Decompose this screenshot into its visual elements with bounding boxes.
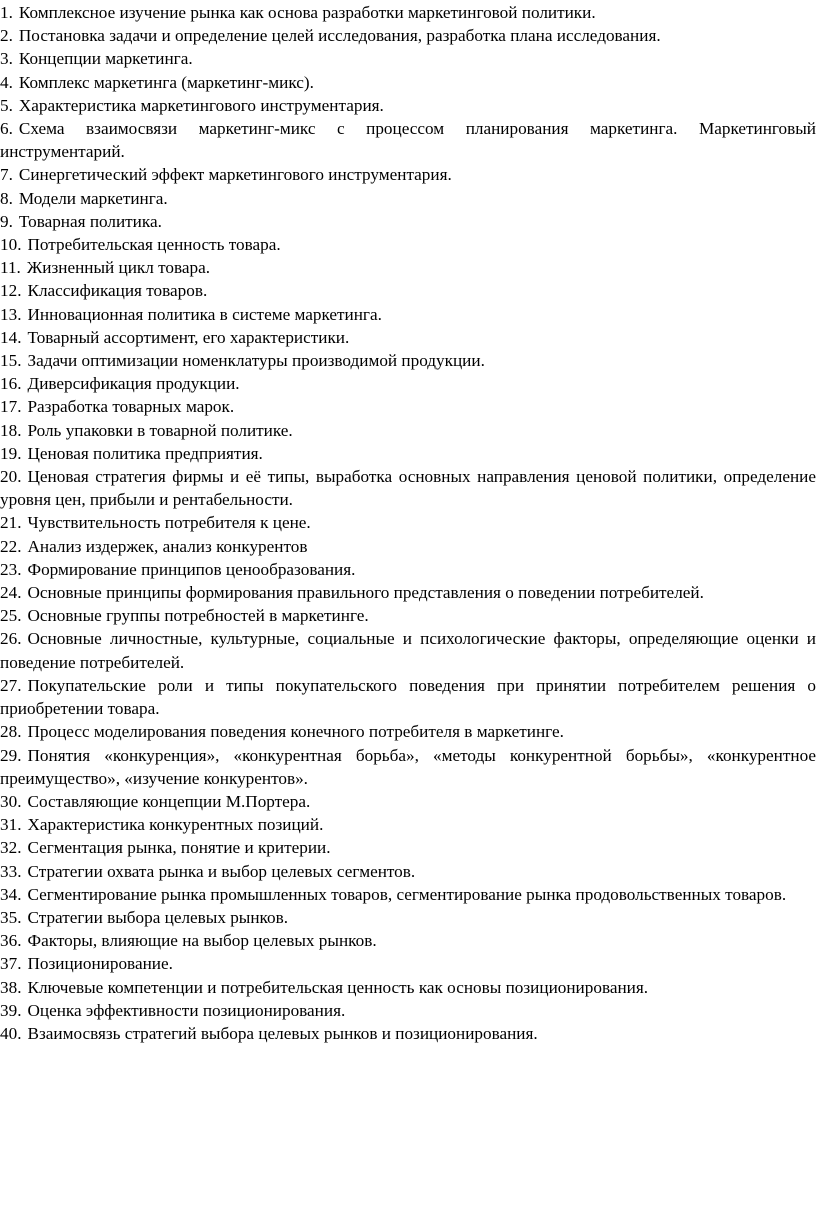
item-number: 36.	[0, 931, 22, 951]
item-text: Стратегии выбора целевых рынков.	[27, 907, 289, 927]
item-text: Задачи оптимизации номенклатуры производимой продукции.	[27, 351, 485, 371]
item-text: Ценовая стратегия фирмы и её типы, выработка основных направления ценовой политики, определение уровня цен, прибыли и рентабельности.	[0, 467, 816, 510]
item-text: Чувствительность потребителя к цене.	[27, 513, 311, 533]
item-number: 37.	[0, 954, 22, 974]
item-number: 7.	[0, 165, 13, 185]
item-text: Диверсификация продукции.	[27, 374, 240, 394]
list-item	[0, 442, 816, 465]
list-item	[0, 813, 816, 836]
item-text: Составляющие концепции М.Портера.	[27, 791, 311, 811]
item-number: 16.	[0, 374, 22, 394]
list-item	[0, 674, 816, 720]
item-number: 27.	[0, 675, 22, 695]
item-number: 4.	[0, 72, 13, 92]
item-text: Синергетический эффект маркетингового инструментария.	[18, 165, 452, 185]
item-number: 11.	[0, 258, 21, 278]
list-item	[0, 47, 816, 70]
item-number: 21.	[0, 513, 22, 533]
item-text: Взаимосвязь стратегий выбора целевых рынков и позиционирования.	[27, 1023, 538, 1043]
list-item	[0, 558, 816, 581]
document-page	[0, 1, 816, 1045]
list-item	[0, 279, 816, 302]
item-text: Жизненный цикл товара.	[26, 258, 211, 278]
item-text: Оценка эффективности позиционирования.	[27, 1000, 346, 1020]
item-text: Комплекс маркетинга (маркетинг-микс).	[18, 72, 314, 92]
item-number: 5.	[0, 95, 13, 115]
item-text: Ценовая политика предприятия.	[27, 443, 263, 463]
list-item	[0, 94, 816, 117]
item-number: 8.	[0, 188, 13, 208]
item-number: 1.	[0, 3, 13, 22]
item-number: 29.	[0, 745, 22, 765]
item-number: 14.	[0, 327, 22, 347]
item-number: 30.	[0, 791, 22, 811]
item-number: 34.	[0, 884, 22, 904]
item-text: Концепции маркетинга.	[18, 49, 193, 69]
list-item	[0, 465, 816, 511]
item-text: Анализ издержек, анализ конкурентов	[27, 536, 308, 556]
item-text: Покупательские роли и типы покупательского поведения при принятии потребителем решения о приобретении товара.	[0, 675, 816, 719]
item-number: 28.	[0, 722, 22, 742]
item-number: 17.	[0, 397, 22, 417]
item-text: Потребительская ценность товара.	[27, 235, 281, 255]
list-item	[0, 883, 816, 906]
item-text: Характеристика маркетингового инструментария.	[18, 95, 384, 115]
list-item	[0, 163, 816, 186]
item-number: 10.	[0, 235, 22, 255]
item-number: 39.	[0, 1000, 22, 1020]
list-item	[0, 535, 816, 558]
item-number: 13.	[0, 304, 22, 324]
list-item	[0, 372, 816, 395]
item-number: 33.	[0, 861, 22, 881]
list-item	[0, 627, 816, 673]
item-text: Разработка товарных марок.	[27, 397, 235, 417]
list-item	[0, 395, 816, 418]
list-item	[0, 581, 816, 604]
list-item	[0, 233, 816, 256]
list-item	[0, 303, 816, 326]
list-item	[0, 24, 816, 47]
item-number: 32.	[0, 838, 22, 858]
item-number: 24.	[0, 583, 22, 603]
item-text: Инновационная политика в системе маркетинга.	[27, 304, 382, 324]
list-item	[0, 419, 816, 442]
item-number: 19.	[0, 443, 22, 463]
item-number: 23.	[0, 559, 22, 579]
item-text: Комплексное изучение рынка как основа разработки маркетинговой политики.	[18, 3, 596, 22]
item-text: Сегментирование рынка промышленных товаров, сегментирование рынка продовольственных товаров.	[27, 884, 787, 904]
list-item	[0, 952, 816, 975]
item-number: 2.	[0, 26, 13, 46]
item-text: Позиционирование.	[27, 954, 173, 974]
item-text: Товарная политика.	[18, 211, 162, 231]
item-text: Характеристика конкурентных позиций.	[27, 815, 324, 835]
list-item	[0, 349, 816, 372]
item-text: Формирование принципов ценообразования.	[27, 559, 356, 579]
list-item	[0, 71, 816, 94]
item-text: Классификация товаров.	[27, 281, 208, 301]
list-item	[0, 860, 816, 883]
item-number: 18.	[0, 420, 22, 440]
item-text: Ключевые компетенции и потребительская ценность как основы позиционирования.	[27, 977, 649, 997]
question-list	[0, 1, 816, 1045]
item-number: 25.	[0, 606, 22, 626]
list-item	[0, 511, 816, 534]
item-text: Основные принципы формирования правильного представления о поведении потребителей.	[27, 583, 704, 603]
list-item	[0, 326, 816, 349]
item-text: Основные группы потребностей в маркетинге.	[27, 606, 369, 626]
item-text: Сегментация рынка, понятие и критерии.	[27, 838, 331, 858]
item-text: Роль упаковки в товарной политике.	[27, 420, 293, 440]
item-text: Стратегии охвата рынка и выбор целевых сегментов.	[27, 861, 416, 881]
item-text: Постановка задачи и определение целей исследования, разработка плана исследования.	[18, 26, 661, 46]
list-item	[0, 1022, 816, 1045]
item-text: Факторы, влияющие на выбор целевых рынков.	[27, 931, 377, 951]
list-item	[0, 187, 816, 210]
item-text: Процесс моделирования поведения конечного потребителя в маркетинге.	[27, 722, 564, 742]
item-number: 40.	[0, 1023, 22, 1043]
list-item	[0, 999, 816, 1022]
list-item	[0, 210, 816, 233]
list-item	[0, 117, 816, 163]
item-number: 9.	[0, 211, 13, 231]
list-item	[0, 790, 816, 813]
list-item	[0, 976, 816, 999]
item-text: Основные личностные, культурные, социальные и психологические факторы, определяющие оценки и поведение потребителей.	[0, 629, 816, 672]
item-number: 22.	[0, 536, 22, 556]
list-item	[0, 744, 816, 790]
item-number: 3.	[0, 49, 13, 69]
item-number: 15.	[0, 351, 22, 371]
item-number: 26.	[0, 629, 22, 649]
list-item	[0, 836, 816, 859]
item-number: 31.	[0, 815, 22, 835]
item-text: Модели маркетинга.	[18, 188, 168, 208]
item-number: 20.	[0, 467, 22, 487]
list-item	[0, 604, 816, 627]
list-item	[0, 1, 816, 24]
item-number: 35.	[0, 907, 22, 927]
list-item	[0, 929, 816, 952]
list-item	[0, 906, 816, 929]
list-item	[0, 720, 816, 743]
item-text: Понятия «конкуренция», «конкурентная борьба», «методы конкурентной борьбы», «конкурентное преимущество», «изучение конкурентов».	[0, 745, 816, 788]
item-text: Товарный ассортимент, его характеристики.	[27, 327, 350, 347]
list-item	[0, 256, 816, 279]
item-text: Схема взаимосвязи маркетинг-микс с процессом планирования маркетинга. Маркетинговый инструментарий.	[0, 119, 816, 162]
item-number: 6.	[0, 119, 13, 139]
item-number: 38.	[0, 977, 22, 997]
item-number: 12.	[0, 281, 22, 301]
